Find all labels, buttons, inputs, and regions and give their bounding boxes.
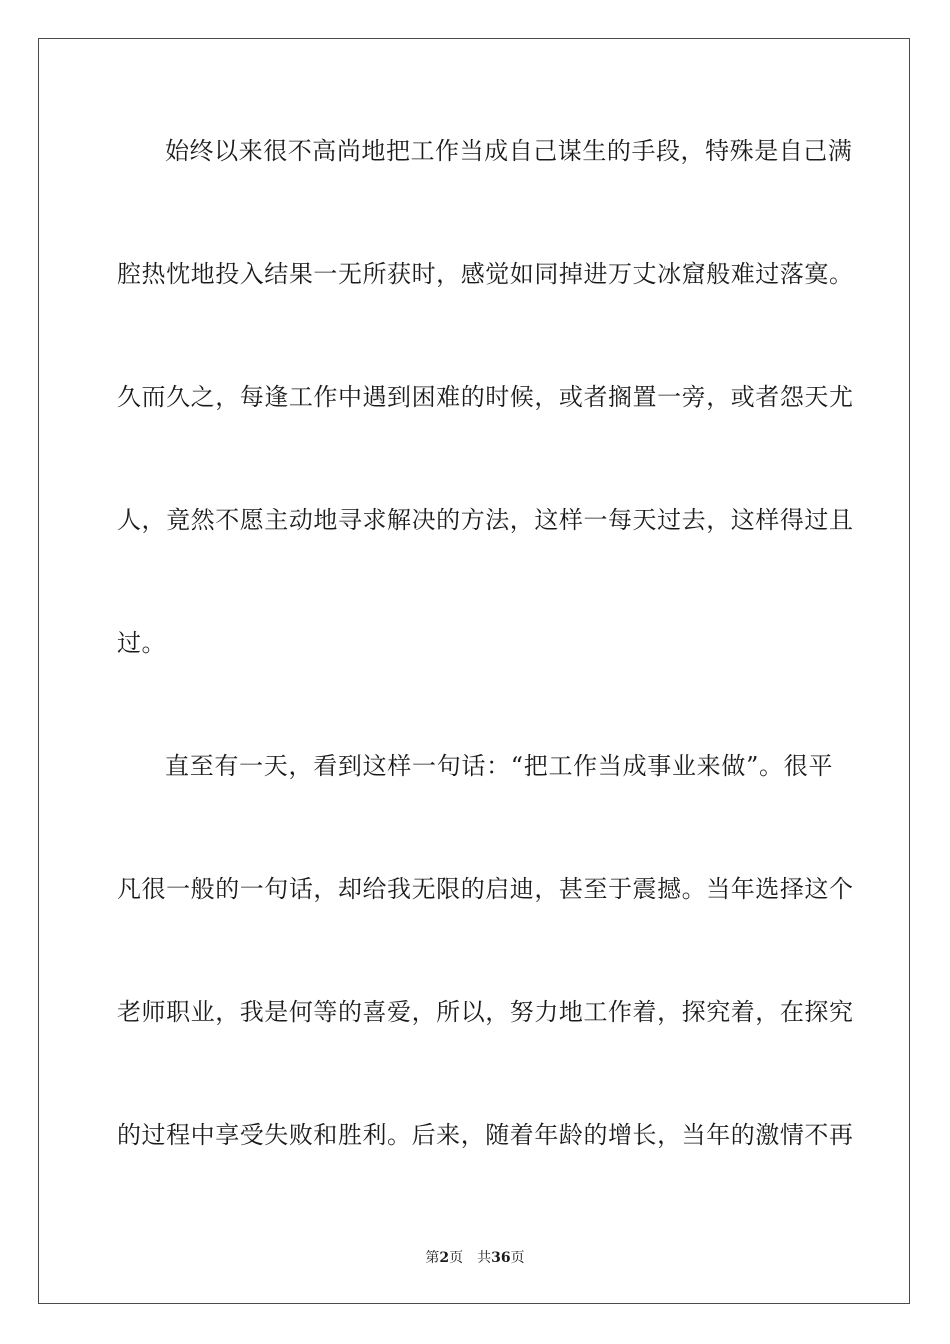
page-footer <box>0 1248 950 1268</box>
paragraph-1-line-1: 始终以来很不高尚地把工作当成自己谋生的手段，特殊是自己满 <box>165 137 853 165</box>
total-pages: 36 <box>491 1250 511 1266</box>
paragraph-2-line-1: 直至有一天，看到这样一句话：“把工作当成事业来做”。很平 <box>165 752 833 780</box>
paragraph-1-line-2: 腔热忱地投入结果一无所获时，感觉如同掉进万丈冰窟般难过落寞。 <box>117 260 854 288</box>
total-suffix: 页 <box>510 1250 525 1266</box>
total-prefix: 共 <box>477 1250 492 1266</box>
page-border <box>38 38 910 1304</box>
paragraph-2-line-3: 老师职业，我是何等的喜爱，所以，努力地工作着，探究着，在探究 <box>117 998 854 1026</box>
paragraph-1-line-4: 人，竟然不愿主动地寻求解决的方法，这样一每天过去，这样得过且 <box>117 506 854 534</box>
paragraph-2-line-2: 凡很一般的一句话，却给我无限的启迪，甚至于震撼。当年选择这个 <box>117 875 854 903</box>
page-number: 2 <box>439 1250 450 1266</box>
page-prefix: 第 <box>425 1250 440 1266</box>
paragraph-1-line-3: 久而久之，每逢工作中遇到困难的时候，或者搁置一旁，或者怨天尤 <box>117 383 854 411</box>
paragraph-1-line-5: 过。 <box>117 629 167 657</box>
paragraph-2-line-4: 的过程中享受失败和胜利。后来，随着年龄的增长，当年的激情不再 <box>117 1121 854 1149</box>
page-suffix: 页 <box>449 1250 464 1266</box>
